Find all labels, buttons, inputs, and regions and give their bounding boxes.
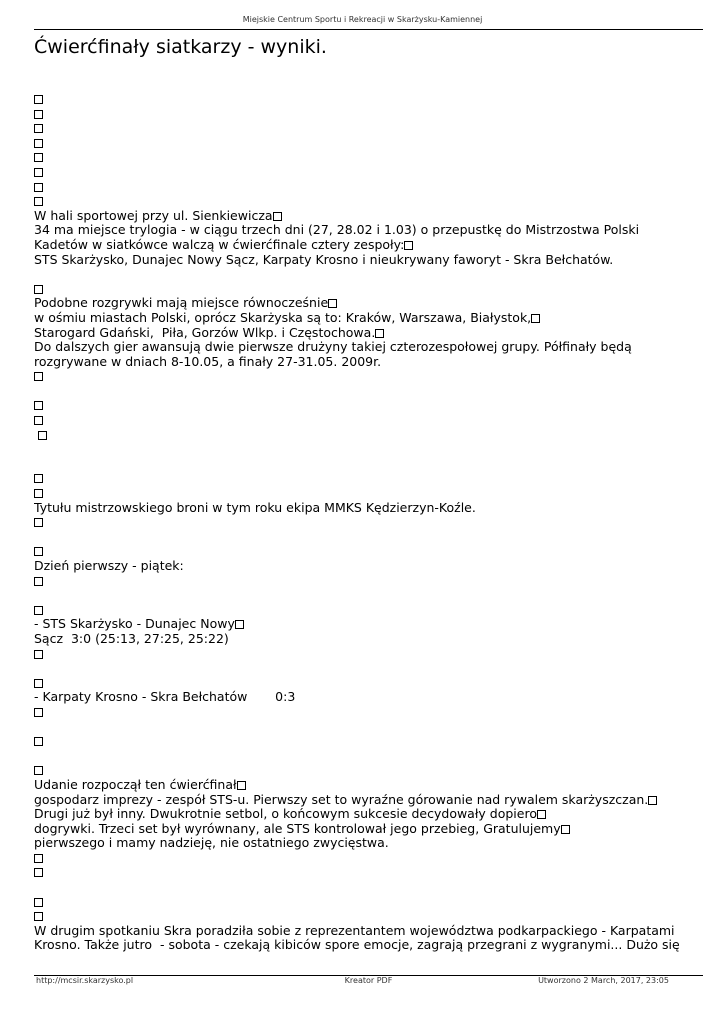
missing-glyph-box-icon — [34, 139, 43, 148]
missing-glyph-box-icon — [34, 416, 43, 425]
missing-glyph-box-icon — [34, 854, 43, 863]
missing-glyph-box-icon — [34, 708, 43, 717]
text-line — [34, 398, 703, 413]
text-line — [34, 690, 703, 705]
text-line — [34, 676, 703, 691]
text-line — [34, 428, 703, 443]
text-line — [34, 194, 703, 209]
text-line — [34, 92, 703, 107]
blank-line — [34, 457, 703, 472]
text-line — [34, 413, 703, 428]
text-line — [34, 734, 703, 749]
blank-line — [34, 749, 703, 764]
missing-glyph-box-icon — [561, 825, 570, 834]
text-line — [34, 165, 703, 180]
text-line — [34, 574, 703, 589]
text-line — [34, 705, 703, 720]
text-line — [34, 209, 703, 224]
text-line-content: Tytułu mistrzowskiego broni w tym roku ekipa MMKS Kędzierzyn-Koźle. — [34, 500, 476, 515]
text-line-content: Dzień pierwszy - piątek: — [34, 559, 184, 573]
text-line — [34, 617, 703, 632]
text-line — [34, 836, 703, 851]
missing-glyph-box-icon — [34, 547, 43, 556]
text-line-content: W hali sportowej przy ul. Sienkiewicza — [34, 208, 273, 223]
blank-line — [34, 880, 703, 895]
blank-line — [34, 384, 703, 399]
text-line-content: Udanie rozpoczął ten ćwierćfinał — [34, 777, 237, 792]
text-line — [34, 107, 703, 122]
text-line — [34, 924, 703, 939]
text-line — [34, 282, 703, 297]
missing-glyph-box-icon — [34, 197, 43, 206]
header-divider — [34, 29, 703, 30]
article-body — [34, 92, 703, 953]
text-line — [34, 807, 703, 822]
text-line — [34, 180, 703, 195]
missing-glyph-box-icon — [34, 168, 43, 177]
text-line — [34, 851, 703, 866]
missing-glyph-box-icon — [34, 153, 43, 162]
text-line — [34, 223, 703, 238]
missing-glyph-box-icon — [34, 606, 43, 615]
missing-glyph-box-icon — [34, 650, 43, 659]
text-line — [34, 369, 703, 384]
missing-glyph-box-icon — [273, 212, 282, 221]
text-line — [34, 340, 703, 355]
blank-line — [34, 720, 703, 735]
missing-glyph-box-icon — [34, 868, 43, 877]
text-line — [34, 938, 703, 953]
text-line — [34, 822, 703, 837]
missing-glyph-box-icon — [34, 898, 43, 907]
footer-created-date: Utworzono 2 March, 2017, 23:05 — [538, 976, 669, 985]
missing-glyph-box-icon — [34, 737, 43, 746]
missing-glyph-box-icon — [34, 518, 43, 527]
text-line-content: rozgrywane w dniach 8-10.05, a finały 27-31.05. 2009r. — [34, 354, 382, 369]
text-line — [34, 296, 703, 311]
text-line — [34, 865, 703, 880]
text-line-content: gospodarz imprezy - zespół STS-u. Pierwszy set to wyraźne górowanie nad rywalem skarżyszczan. — [34, 792, 649, 807]
text-line-content: w ośmiu miastach Polski, oprócz Skarżyska są to: Kraków, Warszawa, Białystok, — [34, 310, 532, 325]
blank-line — [34, 530, 703, 545]
missing-glyph-box-icon — [648, 796, 657, 805]
text-line — [34, 895, 703, 910]
text-line — [34, 326, 703, 341]
missing-glyph-box-icon — [34, 401, 43, 410]
missing-glyph-box-icon — [375, 329, 384, 338]
text-line-content: Do dalszych gier awansują dwie pierwsze drużyny takiej czterozespołowej grupy. Półfinały będą — [34, 340, 632, 355]
missing-glyph-box-icon — [537, 810, 546, 819]
text-line — [34, 647, 703, 662]
text-line-content: - STS Skarżysko - Dunajec Nowy — [34, 617, 235, 632]
missing-glyph-box-icon — [34, 183, 43, 192]
missing-glyph-box-icon — [38, 431, 47, 440]
missing-glyph-box-icon — [34, 372, 43, 381]
page-title: Ćwierćfinały siatkarzy - wyniki. — [34, 36, 327, 58]
missing-glyph-box-icon — [34, 679, 43, 688]
missing-glyph-box-icon — [34, 95, 43, 104]
blank-line — [34, 442, 703, 457]
text-line — [34, 793, 703, 808]
missing-glyph-box-icon — [34, 110, 43, 119]
text-line-content: W drugim spotkaniu Skra poradziła sobie z reprezentantem województwa podkarpackiego - Karpatami — [34, 923, 675, 938]
text-line-content: Starogard Gdański, Piła, Gorzów Wlkp. i Częstochowa. — [34, 325, 376, 340]
missing-glyph-box-icon — [235, 620, 244, 629]
text-line — [34, 515, 703, 530]
blank-line — [34, 267, 703, 282]
missing-glyph-box-icon — [237, 781, 246, 790]
text-line — [34, 544, 703, 559]
text-line — [34, 603, 703, 618]
text-line — [34, 150, 703, 165]
text-line-content: Sącz 3:0 (25:13, 27:25, 25:22) — [34, 631, 229, 646]
text-line — [34, 763, 703, 778]
text-line — [34, 253, 703, 268]
text-line-content: dogrywki. Trzeci set był wyrównany, ale STS kontrolował jego przebieg, Gratulujemy — [34, 821, 561, 836]
text-line-content: 34 ma miejsce trylogia - w ciągu trzech dni (27, 28.02 i 1.03) o przepustkę do Mistrzostwa Polski — [34, 223, 640, 238]
text-line — [34, 121, 703, 136]
missing-glyph-box-icon — [34, 912, 43, 921]
missing-glyph-box-icon — [404, 241, 413, 250]
text-line — [34, 355, 703, 370]
text-line — [34, 486, 703, 501]
text-line — [34, 311, 703, 326]
text-line-content: STS Skarżysko, Dunajec Nowy Sącz, Karpaty Krosno i nieukrywany faworyt - Skra Bełchatów. — [34, 252, 614, 267]
blank-line — [34, 661, 703, 676]
missing-glyph-box-icon — [34, 285, 43, 294]
missing-glyph-box-icon — [34, 489, 43, 498]
text-line-content: Drugi już był inny. Dwukrotnie setbol, o końcowym sukcesie decydowały dopiero — [34, 807, 537, 822]
missing-glyph-box-icon — [34, 474, 43, 483]
text-line-content: - Karpaty Krosno - Skra Bełchatów 0:3 — [34, 690, 296, 705]
text-line-content: Podobne rozgrywki mają miejsce równocześnie — [34, 296, 329, 311]
text-line — [34, 632, 703, 647]
text-line-content: Kadetów w siatkówce walczą w ćwierćfinale cztery zespoły: — [34, 237, 405, 252]
text-line — [34, 501, 703, 516]
missing-glyph-box-icon — [34, 577, 43, 586]
text-line-content: pierwszego i mamy nadzieję, nie ostatniego zwycięstwa. — [34, 836, 389, 851]
missing-glyph-box-icon — [34, 124, 43, 133]
missing-glyph-box-icon — [531, 314, 540, 323]
missing-glyph-box-icon — [34, 766, 43, 775]
footer-generator: Kreator PDF — [344, 976, 393, 985]
text-line-content: Krosno. Także jutro - sobota - czekają kibiców spore emocje, zagrają przegrani z wygranymi... Dużo się — [34, 938, 680, 953]
text-line — [34, 559, 703, 574]
footer-url[interactable]: http://mcsir.skarzysko.pl — [36, 976, 134, 985]
text-line — [34, 136, 703, 151]
text-line — [34, 909, 703, 924]
missing-glyph-box-icon — [328, 299, 337, 308]
text-line — [34, 238, 703, 253]
text-line — [34, 778, 703, 793]
text-line — [34, 471, 703, 486]
blank-line — [34, 588, 703, 603]
page-header: Miejskie Centrum Sportu i Rekreacji w Skarżysku-Kamiennej — [242, 15, 483, 24]
